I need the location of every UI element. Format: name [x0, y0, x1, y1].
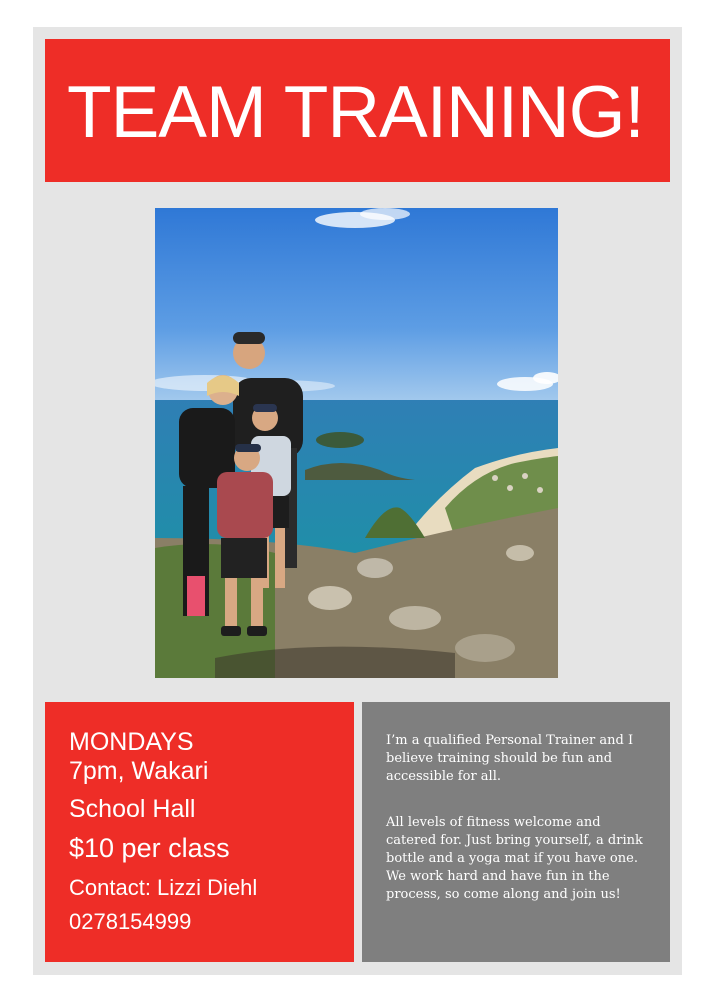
poster [33, 27, 682, 975]
family-photo [155, 208, 558, 678]
poster-title: TEAM TRAINING! [67, 72, 644, 153]
contact-name: Contact: Lizzi Diehl [69, 875, 258, 900]
description-paragraph-2: All levels of fitness welcome and catered for. Just bring yourself, a drink bottle and a yoga mat if you have one. We work hard and have fun in the process, so come along and join us! [386, 815, 643, 902]
class-info-panel [45, 702, 354, 962]
description-paragraph-1: I’m a qualified Personal Trainer and I believe training should be fun and accessible for all. [386, 733, 634, 784]
class-day: MONDAYS [69, 728, 194, 756]
class-time-location: 7pm, Wakari [69, 757, 209, 785]
contact-phone: 0278154999 [69, 909, 192, 934]
title-banner [45, 39, 670, 182]
description-panel [362, 702, 670, 962]
class-price: $10 per class [69, 833, 230, 863]
class-venue: School Hall [69, 795, 196, 823]
